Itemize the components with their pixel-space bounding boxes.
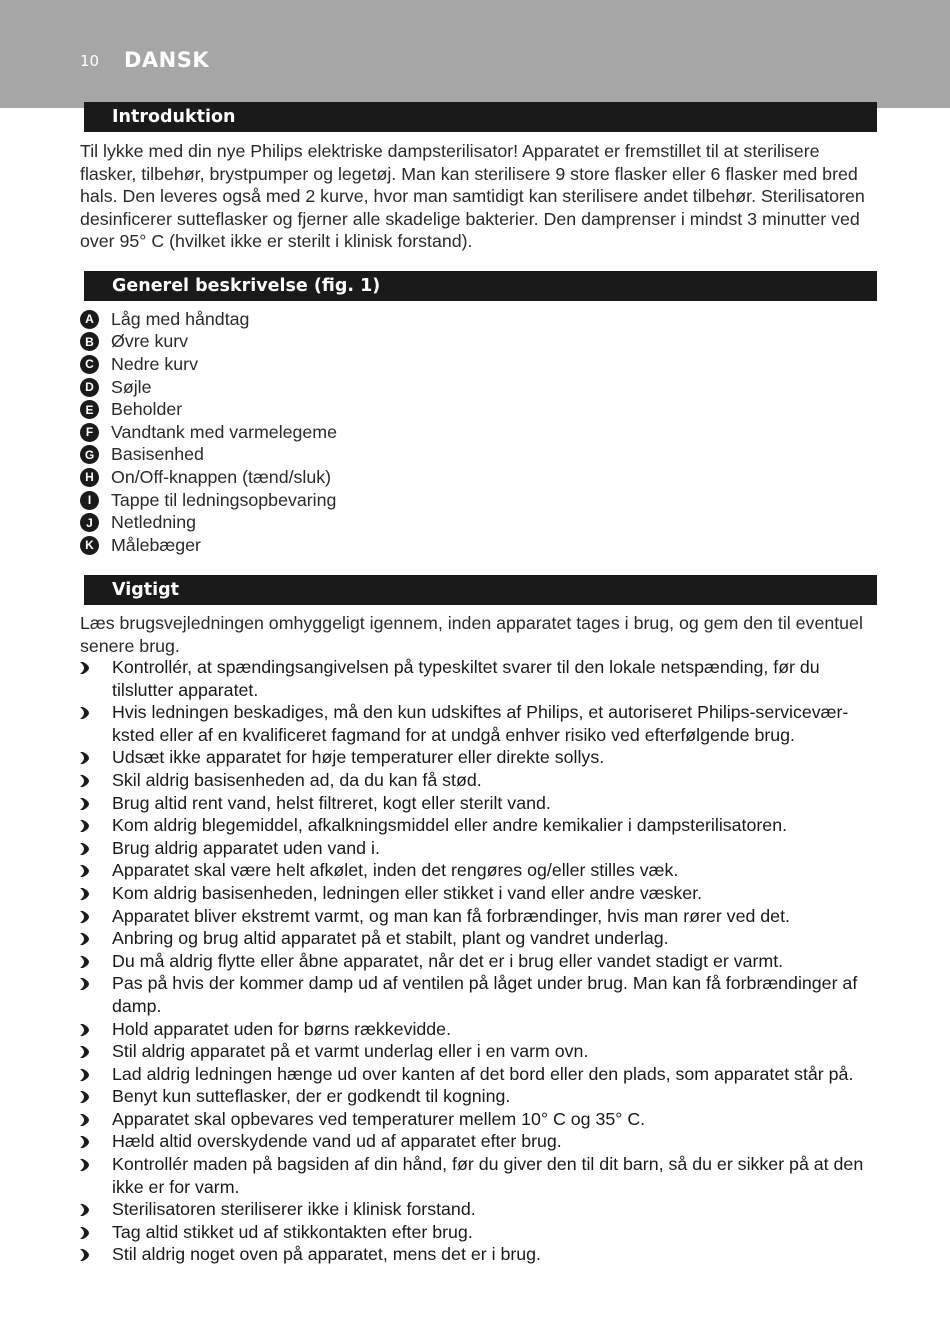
- section-title-introduction: Introduktion: [84, 102, 877, 132]
- bullet-item: [80, 837, 880, 860]
- intro-paragraph: Til lykke med din nye Philips elektriske dampsterilisator! Apparatet er fremstillet til at sterilisere flasker, tilbehør, brystpumper og legetøj. Man kan sterilisere 9 store flasker eller 6 flasker med bred hals. Den leveres også med 2 kurve, hvor man samtidigt kan sterilisere andet tilbehør. Sterilisatoren desinficerer sutteflasker og fjerner alle skadelige bakterier. Den damprenser i mindst 3 minutter ved over 95° C (hvilket ikke er sterilt i klinisk forstand).: [80, 141, 865, 252]
- bullet-arrow-icon: [80, 707, 90, 719]
- important-intro: Læs brugsvejledningen omhyggeligt igennem, inden apparatet tages i brug, og gem den til eventuel senere brug.: [80, 613, 863, 656]
- bullet-item: [80, 1063, 880, 1086]
- bullet-item: [80, 927, 880, 950]
- bullet-item: [80, 1221, 880, 1244]
- language-label: DANSK: [124, 48, 210, 72]
- description-item-label: Netledning: [111, 512, 197, 533]
- bullet-text: Kom aldrig basisenheden, ledningen eller stikket i vand eller andre væsker.: [112, 882, 703, 903]
- bullet-item: [80, 1040, 880, 1063]
- description-item: [80, 398, 780, 421]
- bullet-arrow-icon: [80, 933, 90, 945]
- section-title-important: Vigtigt: [84, 575, 877, 605]
- letter-badge: B: [80, 332, 99, 351]
- bullet-arrow-icon: [80, 1091, 90, 1103]
- description-item-label: Nedre kurv: [111, 353, 198, 374]
- bullet-arrow-icon: [80, 1114, 90, 1126]
- bullet-text: Kontrollér maden på bagsiden af din hånd, før du giver den til dit barn, så du er sikker på at den ikke er for varm.: [112, 1154, 864, 1197]
- bullet-arrow-icon: [80, 978, 90, 990]
- description-item-label: Vandtank med varmelegeme: [111, 421, 338, 442]
- bullet-arrow-icon: [80, 1159, 90, 1171]
- bullet-item: [80, 972, 880, 1017]
- bullet-text: Apparatet bliver ekstremt varmt, og man kan få forbrændinger, hvis man rører ved det.: [112, 905, 790, 926]
- letter-badge: I: [80, 491, 99, 510]
- description-item: [80, 489, 780, 512]
- bullet-item: [80, 792, 880, 815]
- bullet-text: Hold apparatet uden for børns rækkevidde.: [112, 1018, 452, 1039]
- description-item-label: Låg med håndtag: [111, 308, 250, 329]
- description-list: [80, 308, 780, 557]
- bullet-item: [80, 1153, 880, 1198]
- description-item: [80, 466, 780, 489]
- bullet-arrow-icon: [80, 1069, 90, 1081]
- bullet-item: [80, 769, 880, 792]
- bullet-arrow-icon: [80, 865, 90, 877]
- letter-badge: H: [80, 468, 99, 487]
- bullet-item: [80, 1018, 880, 1041]
- bullet-arrow-icon: [80, 798, 90, 810]
- bullet-arrow-icon: [80, 820, 90, 832]
- description-item: [80, 353, 780, 376]
- bullet-arrow-icon: [80, 1136, 90, 1148]
- bullet-item: [80, 882, 880, 905]
- description-item-label: Øvre kurv: [111, 331, 189, 352]
- bullet-text: Apparatet skal opbevares ved temperaturer mellem 10° C og 35° C.: [112, 1108, 646, 1129]
- bullet-text: Udsæt ikke apparatet for høje temperaturer eller direkte sollys.: [112, 747, 605, 768]
- bullet-item: [80, 1085, 880, 1108]
- bullet-text: Skil aldrig basisenheden ad, da du kan få stød.: [112, 769, 482, 790]
- description-item: [80, 421, 780, 444]
- bullet-arrow-icon: [80, 775, 90, 787]
- bullet-arrow-icon: [80, 1024, 90, 1036]
- description-item: [80, 331, 780, 354]
- description-item-label: Søjle: [111, 376, 152, 397]
- bullet-arrow-icon: [80, 1204, 90, 1216]
- bullet-item: [80, 656, 880, 701]
- bullet-text: Kom aldrig blegemiddel, afkalkningsmiddel eller andre kemikalier i dampsterilisatoren.: [112, 815, 788, 836]
- description-item-label: Beholder: [111, 399, 183, 420]
- bullet-text: Hvis ledningen beskadiges, må den kun udskiftes af Philips, et autoriseret Philips-serviceværksted eller af en kvalificeret fagmand for at undgå enhver risiko ved efterfølgende brug.: [112, 702, 849, 745]
- bullet-item: [80, 1108, 880, 1131]
- letter-badge: F: [80, 423, 99, 442]
- bullet-arrow-icon: [80, 888, 90, 900]
- bullet-item: [80, 950, 880, 973]
- description-item: [80, 376, 780, 399]
- bullet-text: Stil aldrig apparatet på et varmt underlag eller i en varm ovn.: [112, 1041, 589, 1062]
- important-bullet-list: [80, 656, 880, 1266]
- description-item-label: Tappe til ledningsopbevaring: [111, 489, 337, 510]
- letter-badge: K: [80, 536, 99, 555]
- bullet-text: Benyt kun sutteflasker, der er godkendt til kogning.: [112, 1086, 511, 1107]
- description-item: [80, 308, 780, 331]
- bullet-text: Tag altid stikket ud af stikkontakten efter brug.: [112, 1221, 473, 1242]
- page-number: 10: [80, 52, 100, 70]
- bullet-text: Brug aldrig apparatet uden vand i.: [112, 837, 380, 858]
- bullet-item: [80, 1130, 880, 1153]
- bullet-item: [80, 814, 880, 837]
- bullet-item: [80, 1198, 880, 1221]
- bullet-item: [80, 1243, 880, 1266]
- bullet-text: Apparatet skal være helt afkølet, inden det rengøres og/eller stilles væk.: [112, 860, 679, 881]
- bullet-arrow-icon: [80, 843, 90, 855]
- description-item: [80, 511, 780, 534]
- bullet-text: Du må aldrig flytte eller åbne apparatet, når det er i brug eller vandet stadigt er varmt.: [112, 950, 784, 971]
- bullet-arrow-icon: [80, 1249, 90, 1261]
- bullet-text: Anbring og brug altid apparatet på et stabilt, plant og vandret underlag.: [112, 928, 669, 949]
- bullet-text: Brug altid rent vand, helst filtreret, kogt eller sterilt vand.: [112, 792, 551, 813]
- bullet-text: Kontrollér, at spændingsangivelsen på typeskiltet svarer til den lokale netspænding, før du tilslutter apparatet.: [112, 657, 820, 700]
- bullet-item: [80, 746, 880, 769]
- bullet-arrow-icon: [80, 956, 90, 968]
- description-item: [80, 444, 780, 467]
- letter-badge: D: [80, 378, 99, 397]
- description-item-label: Basisenhed: [111, 444, 204, 465]
- bullet-arrow-icon: [80, 911, 90, 923]
- bullet-text: Sterilisatoren steriliserer ikke i klinisk forstand.: [112, 1199, 476, 1220]
- bullet-text: Pas på hvis der kommer damp ud af ventilen på låget under brug. Man kan få forbrændinger af damp.: [112, 973, 858, 1016]
- bullet-arrow-icon: [80, 752, 90, 764]
- bullet-item: [80, 905, 880, 928]
- bullet-arrow-icon: [80, 1227, 90, 1239]
- letter-badge: C: [80, 355, 99, 374]
- letter-badge: G: [80, 445, 99, 464]
- description-item-label: Målebæger: [111, 534, 201, 555]
- description-item-label: On/Off-knappen (tænd/sluk): [111, 466, 332, 487]
- letter-badge: J: [80, 513, 99, 532]
- bullet-arrow-icon: [80, 662, 90, 674]
- bullet-arrow-icon: [80, 1046, 90, 1058]
- letter-badge: A: [80, 310, 99, 329]
- header-bar: [0, 0, 950, 108]
- bullet-item: [80, 701, 880, 746]
- description-item: [80, 534, 780, 557]
- letter-badge: E: [80, 400, 99, 419]
- bullet-text: Hæld altid overskydende vand ud af apparatet efter brug.: [112, 1131, 562, 1152]
- bullet-text: Stil aldrig noget oven på apparatet, mens det er i brug.: [112, 1244, 541, 1265]
- bullet-text: Lad aldrig ledningen hænge ud over kanten af det bord eller den plads, som apparatet står på.: [112, 1063, 854, 1084]
- section-title-description: Generel beskrivelse (fig. 1): [84, 271, 877, 301]
- bullet-item: [80, 859, 880, 882]
